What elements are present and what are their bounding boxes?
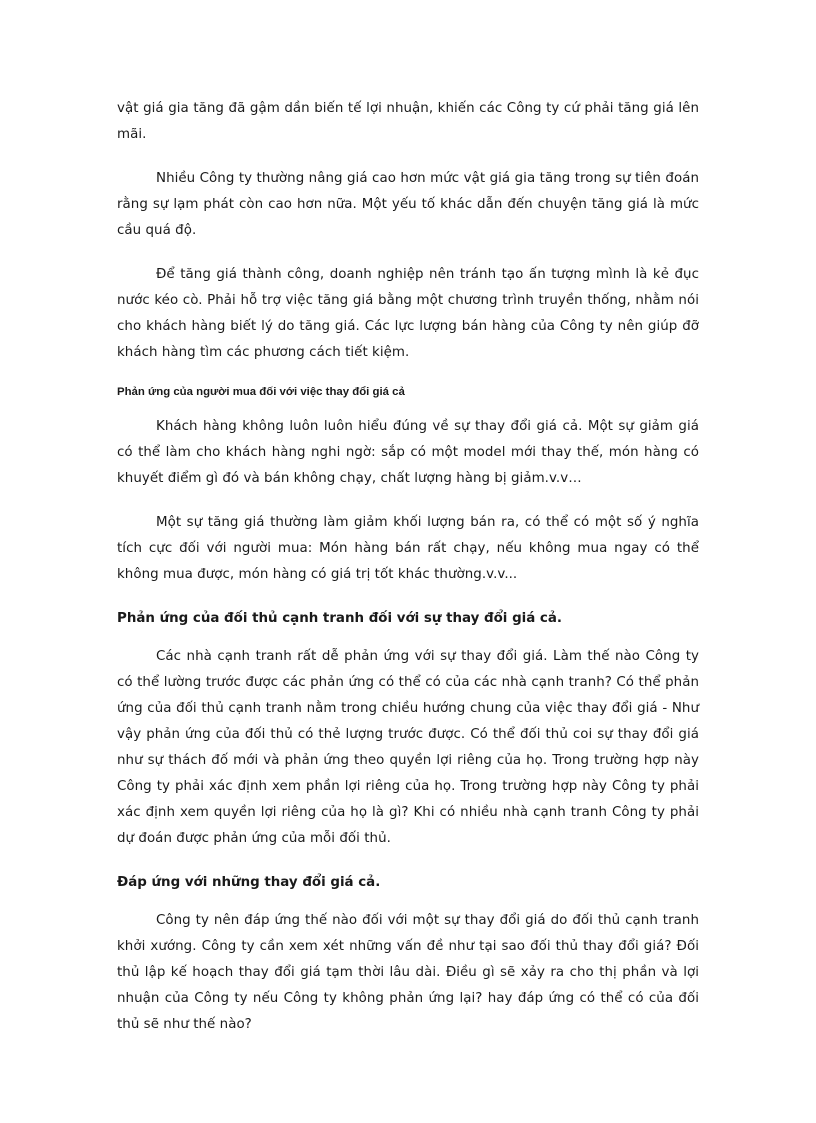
paragraph-inflation-continuation: vật giá gia tăng đã gậm dần biến tế lợi nhuận, khiến các Công ty cứ phải tăng giá lên mãi.: [117, 101, 699, 142]
heading-competitor-reaction: Phản ứng của đối thủ cạnh tranh đối với sự thay đổi giá cả.: [117, 611, 562, 626]
heading-responding-to-changes: Đáp ứng với những thay đổi giá cả.: [117, 875, 381, 890]
paragraph-responding-to-changes: Công ty nên đáp ứng thế nào đối với một sự thay đổi giá do đối thủ cạnh tranh khởi xướng. Công ty cần xem xét những vấn đề như tại sao đối thủ thay đổi giá? Đối thủ lập kế hoạch thay đổi giá tạm thời lâu dài. Điều gì sẽ xảy ra cho thị phần và lợi nhuận của Công ty nếu Công ty không phản ứng lại? hay đáp ứng có thể có của đối thủ sẽ như thế nào?: [117, 913, 699, 1032]
paragraph-price-cut-perception: Khách hàng không luôn luôn hiểu đúng về sự thay đổi giá cả. Một sự giảm giá có thể làm cho khách hàng nghi ngờ: sắp có một model mới thay thế, món hàng có khuyết điểm gì đó và bán không chạy, chất lượng hàng bị giảm.v.v…: [117, 419, 699, 486]
paragraph-successful-price-increase: Để tăng giá thành công, doanh nghiệp nên tránh tạo ấn tượng mình là kẻ đục nước kéo cò. Phải hỗ trợ việc tăng giá bằng một chương trình truyền thống, nhằm nói cho khách hàng biết lý do tăng giá. Các lực lượng bán hàng của Công ty nên giúp đỡ khách hàng tìm các phương cách tiết kiệm.: [117, 267, 699, 360]
paragraph-price-rise-perception: Một sự tăng giá thường làm giảm khối lượng bán ra, có thể có một số ý nghĩa tích cực đối với người mua: Món hàng bán rất chạy, nếu không mua ngay có thể không mua được, món hàng có giá trị tốt khác thường.v.v...: [117, 515, 699, 582]
heading-buyer-reaction: Phản ứng của người mua đối với việc thay đổi giá cả: [117, 386, 405, 398]
paragraph-anticipatory-pricing: Nhiều Công ty thường nâng giá cao hơn mức vật giá gia tăng trong sự tiên đoán rằng sự lạm phát còn cao hơn nữa. Một yếu tố khác dẫn đến chuyện tăng giá là mức cầu quá độ.: [117, 171, 699, 238]
document-body: [117, 96, 699, 1038]
paragraph-competitor-reaction: Các nhà cạnh tranh rất dễ phản ứng với sự thay đổi giá. Làm thế nào Công ty có thể lường trước được các phản ứng có thể có của các nhà cạnh tranh? Có thể phản ứng của đối thủ cạnh tranh nằm trong chiều hướng chung của việc thay đổi giá - Như vậy phản ứng của đối thủ có thẻ lượng trước được. Có thể đối thủ coi sự thay đổi giá như sự thách đố mới và phản ứng theo quyền lợi riêng của họ. Trong trường hợp này Công ty phải xác định xem phần lợi riêng của họ. Trong trường hợp này Công ty phải xác định xem quyền lợi riêng của họ là gì? Khi có nhiều nhà cạnh tranh Công ty phải dự đoán được phản ứng của mỗi đối thủ.: [117, 649, 699, 846]
